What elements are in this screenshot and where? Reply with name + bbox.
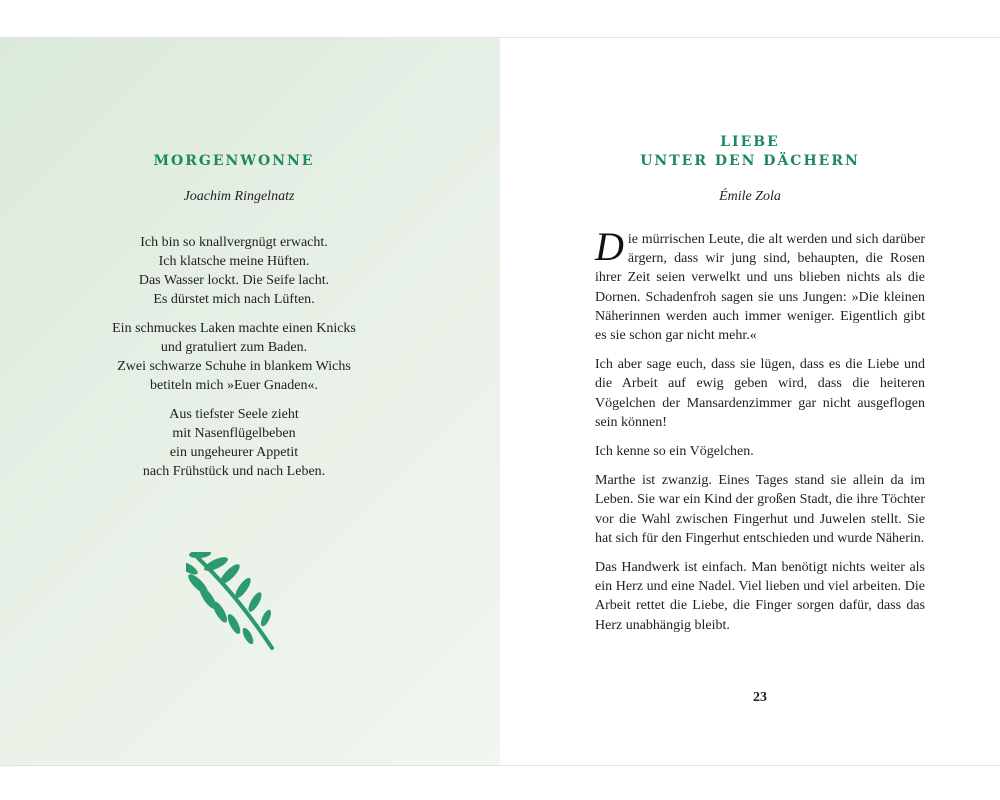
poem-line: Das Wasser lockt. Die Seife lacht. — [138, 273, 330, 288]
poem-title: MORGENWONNE — [153, 153, 315, 169]
story-title — [500, 133, 1000, 171]
fern-leaf-icon — [186, 552, 282, 652]
poem-line: Es dürstet mich nach Lüften. — [153, 292, 315, 307]
poem-line: Zwei schwarze Schuhe in blankem Wichs — [117, 359, 351, 374]
poem-author: Joachim Ringelnatz — [183, 189, 295, 204]
poem-body — [0, 233, 468, 491]
story-title-line-1: LIEBE — [720, 134, 780, 150]
poem-line: und gratuliert zum Baden. — [160, 340, 308, 355]
poem-line: mit Nasenflügelbeben — [172, 426, 296, 441]
paragraph-text: ie mürrischen Leute, die alt werden und sich darüber ärgern, dass wir jung sind, behaupten, die Rosen ihrer Zeit seien verwelkt und uns blieben nichts als die Dornen. Schadenfroh sagen sie uns Jungen: »Die kleinen Näherinnen werden auch immer weniger. Eigentlich gibt es sie schon gar nicht mehr.« — [595, 232, 925, 344]
paragraph: Marthe ist zwanzig. Eines Tages stand sie allein da im Leben. Sie war ein Kind der großen Stadt, die ihre Töchter vor die Wahl zwischen Fingerhut und Juwelen stellt. Sie hat sich für den Fingerhut entschieden und wurde Näherin. — [595, 473, 925, 546]
paragraph: Ich aber sage euch, dass sie lügen, dass es die Liebe und die Arbeit auf ewig geben wird, dass die heiteren Vögelchen der Mansardenzimmer gar nicht ausgeflogen sein können! — [595, 357, 925, 430]
paragraph: Das Handwerk ist einfach. Man benötigt nichts weiter als ein Herz und eine Nadel. Viel lieben und viel arbeiten. Die Arbeit rettet die Liebe, die Finger sorgen dafür, dass das Herz unabhängig bleibt. — [595, 560, 925, 633]
poem-line: nach Frühstück und nach Leben. — [142, 464, 326, 479]
story-title-line-2: UNTER DEN DÄCHERN — [640, 153, 860, 169]
stanza-1 — [0, 233, 468, 309]
paragraph — [595, 224, 925, 345]
stanza-2 — [0, 319, 468, 395]
paragraph: Ich kenne so ein Vögelchen. — [595, 444, 754, 460]
right-page — [500, 38, 1000, 765]
page-number: 23 — [753, 690, 767, 705]
stanza-3 — [0, 405, 468, 481]
story-body — [595, 224, 925, 645]
poem-line: betiteln mich »Euer Gnaden«. — [150, 378, 318, 393]
book-spread — [0, 37, 1000, 766]
poem-line: Aus tiefster Seele zieht — [169, 407, 299, 422]
left-page — [0, 38, 500, 765]
story-author: Émile Zola — [719, 189, 781, 204]
poem-line: Ich klatsche meine Hüften. — [158, 254, 310, 269]
poem-line: Ein schmuckes Laken machte einen Knicks — [112, 321, 356, 336]
poem-line: ein ungeheurer Appetit — [169, 445, 299, 460]
poem-line: Ich bin so knallvergnügt erwacht. — [140, 235, 328, 250]
drop-cap: D — [595, 224, 624, 269]
